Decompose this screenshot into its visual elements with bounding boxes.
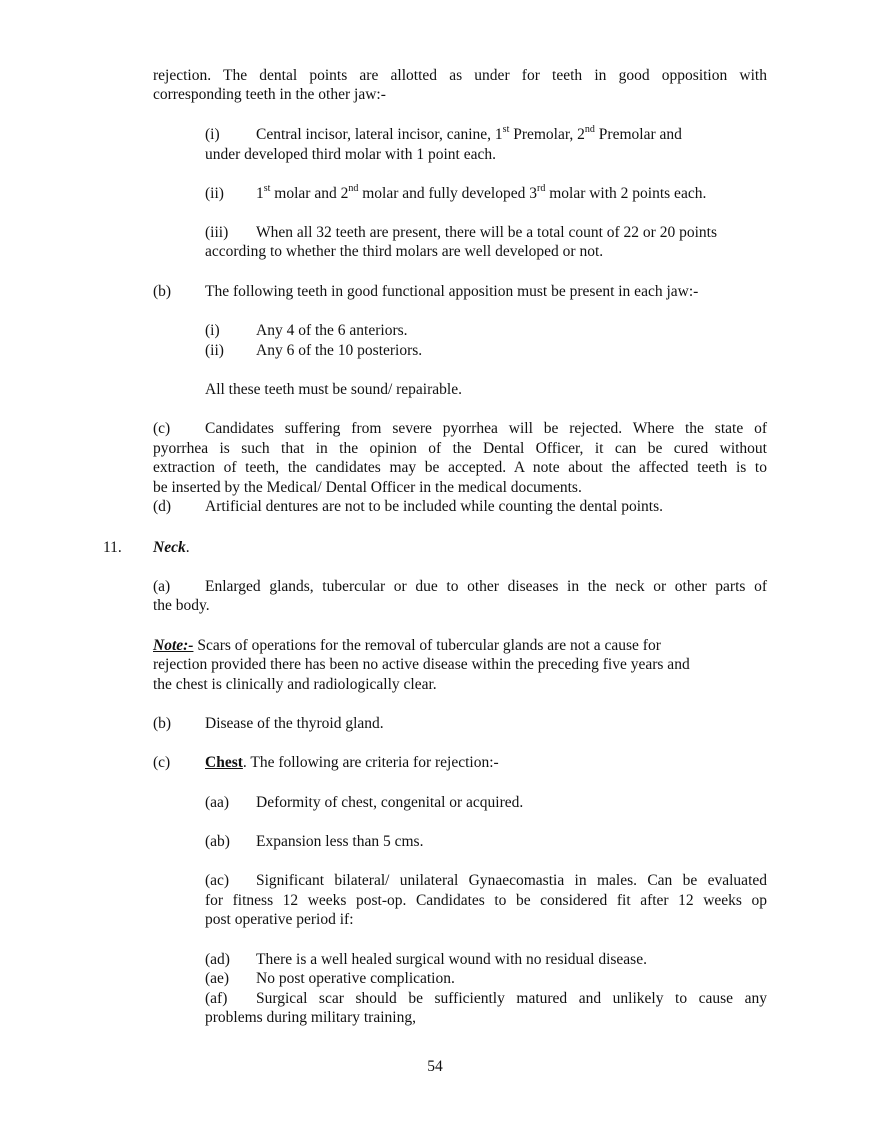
para-label: (b) — [153, 715, 172, 732]
section-11-heading: 11. Neck. — [103, 539, 190, 556]
item-label: (aa) — [205, 794, 230, 811]
neck-note-line-3: the chest is clinically and radiologically clear. — [153, 676, 437, 693]
chest-ab: (ab) Expansion less than 5 cms. — [205, 833, 424, 850]
dental-item-i-line-2: under developed third molar with 1 point each. — [205, 146, 496, 163]
para-b-item-i: (i) Any 4 of the 6 anteriors. — [205, 322, 408, 339]
para-b-item-ii: (ii) Any 6 of the 10 posteriors. — [205, 342, 423, 359]
neck-b: (b) Disease of the thyroid gland. — [153, 715, 384, 732]
item-label: (i) — [205, 126, 220, 143]
para-c-line-1: (c) Candidates suffering from severe pyorrhea will be rejected. Where the state of — [153, 420, 767, 437]
para-b-sound-note: All these teeth must be sound/ repairable. — [205, 381, 462, 398]
item-label: (af) — [205, 990, 228, 1007]
item-label: (ae) — [205, 970, 230, 987]
para-c-line-4: be inserted by the Medical/ Dental Officer in the medical documents. — [153, 479, 582, 496]
chest-ad: (ad) There is a well healed surgical wound with no residual disease. — [205, 951, 647, 968]
chest-title: Chest — [205, 754, 243, 771]
section-title: Neck — [153, 539, 186, 556]
para-label: (c) — [153, 754, 171, 771]
chest-af-line-1: (af) Surgical scar should be sufficiently matured and unlikely to cause any — [205, 990, 767, 1007]
para-d: (d) Artificial dentures are not to be included while counting the dental points. — [153, 498, 663, 515]
para-b: (b) The following teeth in good functional apposition must be present in each jaw:- — [153, 283, 699, 300]
note-label: Note:- — [153, 637, 194, 654]
para-label: (b) — [153, 283, 172, 300]
para-label: (c) — [153, 420, 171, 437]
dental-item-iii-line-2: according to whether the third molars are well developed or not. — [205, 243, 604, 260]
neck-a-line-1: (a) Enlarged glands, tubercular or due to other diseases in the neck or other parts of — [153, 578, 767, 595]
chest-ac-line-1: (ac) Significant bilateral/ unilateral Gynaecomastia in males. Can be evaluated — [205, 872, 767, 889]
intro-line-1: rejection. The dental points are allotted as under for teeth in good opposition with — [153, 67, 767, 84]
neck-c-chest: (c) Chest. The following are criteria for rejection:- — [153, 754, 499, 771]
item-label: (ad) — [205, 951, 230, 968]
para-label: (a) — [153, 578, 171, 595]
item-label: (ii) — [205, 342, 224, 359]
item-label: (iii) — [205, 224, 229, 241]
para-c-line-3: extraction of teeth, the candidates may be accepted. A note about the affected teeth is to — [153, 459, 767, 476]
item-label: (i) — [205, 322, 220, 339]
item-label: (ii) — [205, 185, 224, 202]
chest-ac-line-3: post operative period if: — [205, 911, 354, 928]
section-number: 11. — [103, 539, 122, 556]
item-label: (ac) — [205, 872, 230, 889]
neck-note-line-1: Note:- Scars of operations for the removal of tubercular glands are not a cause for — [153, 637, 661, 654]
item-label: (ab) — [205, 833, 230, 850]
chest-ae: (ae) No post operative complication. — [205, 970, 455, 987]
para-label: (d) — [153, 498, 172, 515]
neck-note-line-2: rejection provided there has been no active disease within the preceding five years and — [153, 656, 690, 673]
neck-a-line-2: the body. — [153, 597, 210, 614]
chest-ac-line-2: for fitness 12 weeks post-op. Candidates to be considered fit after 12 weeks op — [205, 892, 767, 909]
dental-item-iii: (iii) When all 32 teeth are present, there will be a total count of 22 or 20 points — [205, 224, 717, 241]
dental-item-ii: (ii) 1st molar and 2nd molar and fully developed 3rd molar with 2 points each. — [205, 182, 707, 202]
dental-item-i: (i) Central incisor, lateral incisor, canine, 1st Premolar, 2nd Premolar and — [205, 123, 682, 143]
chest-aa: (aa) Deformity of chest, congenital or acquired. — [205, 794, 524, 811]
intro-line-2: corresponding teeth in the other jaw:- — [153, 86, 386, 103]
para-c-line-2: pyorrhea is such that in the opinion of the Dental Officer, it can be cured without — [153, 440, 767, 457]
chest-af-line-2: problems during military training, — [205, 1009, 416, 1026]
page-number: 54 — [427, 1058, 443, 1075]
